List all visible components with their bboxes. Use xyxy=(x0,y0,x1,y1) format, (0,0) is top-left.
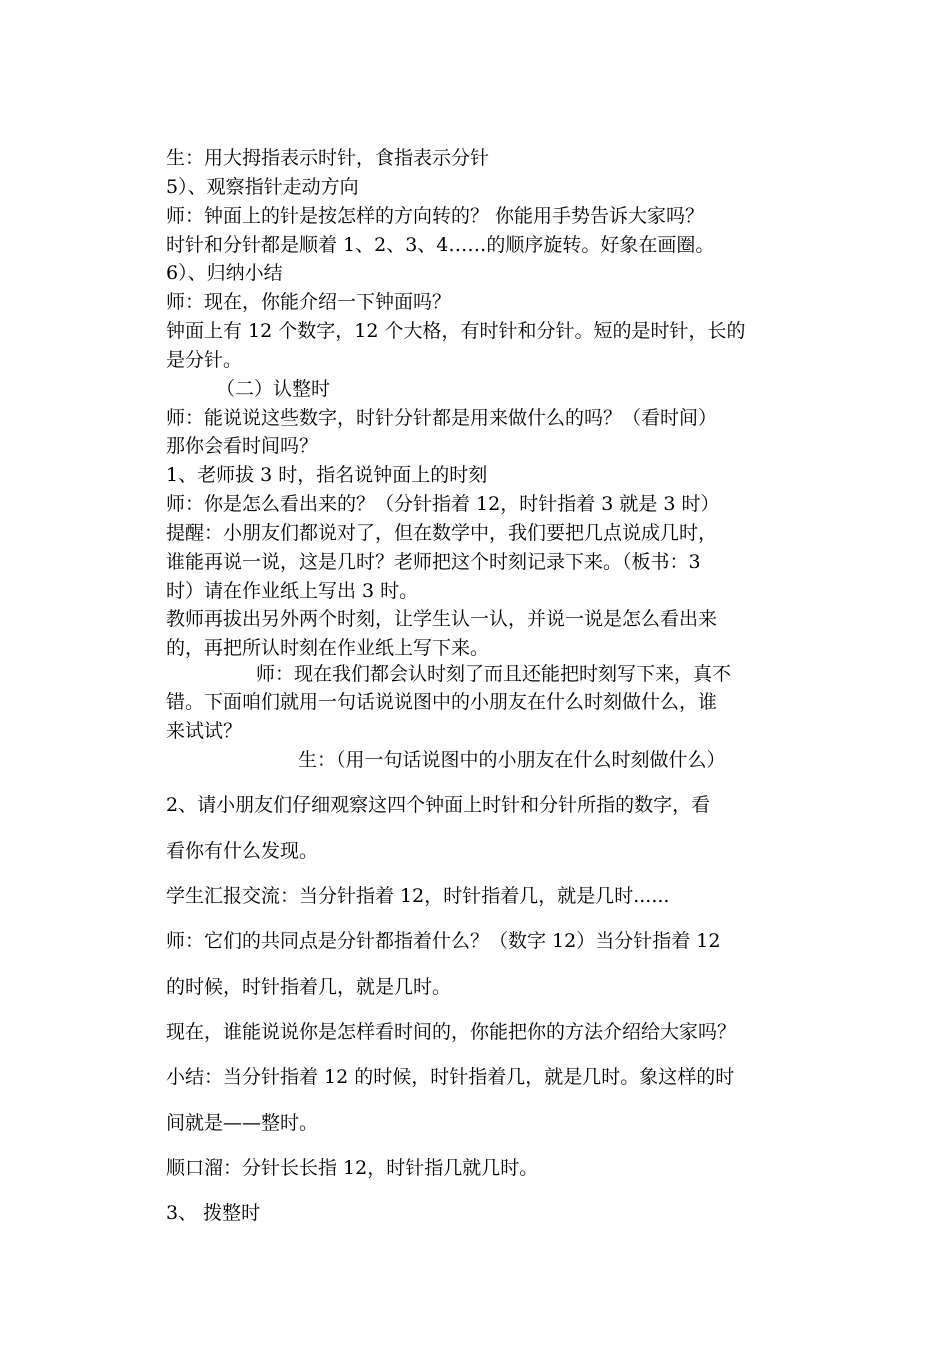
text-line: 钟面上有 12 个数字，12 个大格，有时针和分针。短的是时针，长的 xyxy=(166,320,746,342)
text-line: 学生汇报交流：当分针指着 12，时针指着几，就是几时...... xyxy=(166,885,670,907)
text-line: 来试试？ xyxy=(166,720,243,742)
text-line: 生：（用一句话说图中的小朋友在什么时刻做什么） xyxy=(298,749,726,771)
text-line: 师：钟面上的针是按怎样的方向转的？ 你能用手势告诉大家吗？ xyxy=(166,205,705,227)
text-line: 师：它们的共同点是分针都指着什么？（数字 12）当分针指着 12 xyxy=(166,930,721,952)
text-line: 时针和分针都是顺着 1、2、3、4……的顺序旋转。好象在画圈。 xyxy=(166,234,715,256)
text-line: 时）请在作业纸上写出 3 时。 xyxy=(166,580,419,602)
text-line: 教师再拔出另外两个时刻，让学生认一认，并说一说是怎么看出来 xyxy=(166,608,718,630)
text-line: 谁能再说一说，这是几时？老师把这个时刻记录下来。（板书：3 xyxy=(166,551,701,573)
text-line: 的，再把所认时刻在作业纸上写下来。 xyxy=(166,637,490,659)
text-line: 的时候，时针指着几，就是几时。 xyxy=(166,976,452,998)
text-line: 5）、观察指针走动方向 xyxy=(166,176,359,198)
text-line: 错。下面咱们就用一句话说说图中的小朋友在什么时刻做什么，谁 xyxy=(166,691,718,713)
text-line: 师：现在，你能介绍一下钟面吗？ xyxy=(166,291,452,313)
text-line: 生：用大拇指表示时针，食指表示分针 xyxy=(166,147,490,169)
text-line: 顺口溜：分针长长指 12，时针指几就几时。 xyxy=(166,1157,539,1179)
text-line: 6）、归纳小结 xyxy=(166,262,283,284)
text-line: 看你有什么发现。 xyxy=(166,840,319,862)
text-line: 3、 拨整时 xyxy=(166,1202,261,1224)
text-line: 1、老师拔 3 时，指名说钟面上的时刻 xyxy=(166,464,488,486)
text-line: 师：现在我们都会认时刻了而且还能把时刻写下来，真不 xyxy=(256,663,732,685)
text-line: 师：你是怎么看出来的？（分针指着 12，时针指着 3 就是 3 时） xyxy=(166,493,720,515)
text-line: 间就是——整时。 xyxy=(166,1112,319,1134)
text-line: 师：能说说这些数字，时针分针都是用来做什么的吗？（看时间） xyxy=(166,407,718,429)
text-line: 提醒：小朋友们都说对了，但在数学中，我们要把几点说成几时， xyxy=(166,522,718,544)
text-line: 2、请小朋友们仔细观察这四个钟面上时针和分针所指的数字，看 xyxy=(166,794,711,816)
text-line: 是分针。 xyxy=(166,349,243,371)
text-line: 小结：当分针指着 12 的时候，时针指着几，就是几时。象这样的时 xyxy=(166,1066,735,1088)
section-heading: （二）认整时 xyxy=(216,378,331,400)
text-line: 现在，谁能说说你是怎样看时间的，你能把你的方法介绍给大家吗？ xyxy=(166,1021,737,1043)
text-line: 那你会看时间吗？ xyxy=(166,435,319,457)
